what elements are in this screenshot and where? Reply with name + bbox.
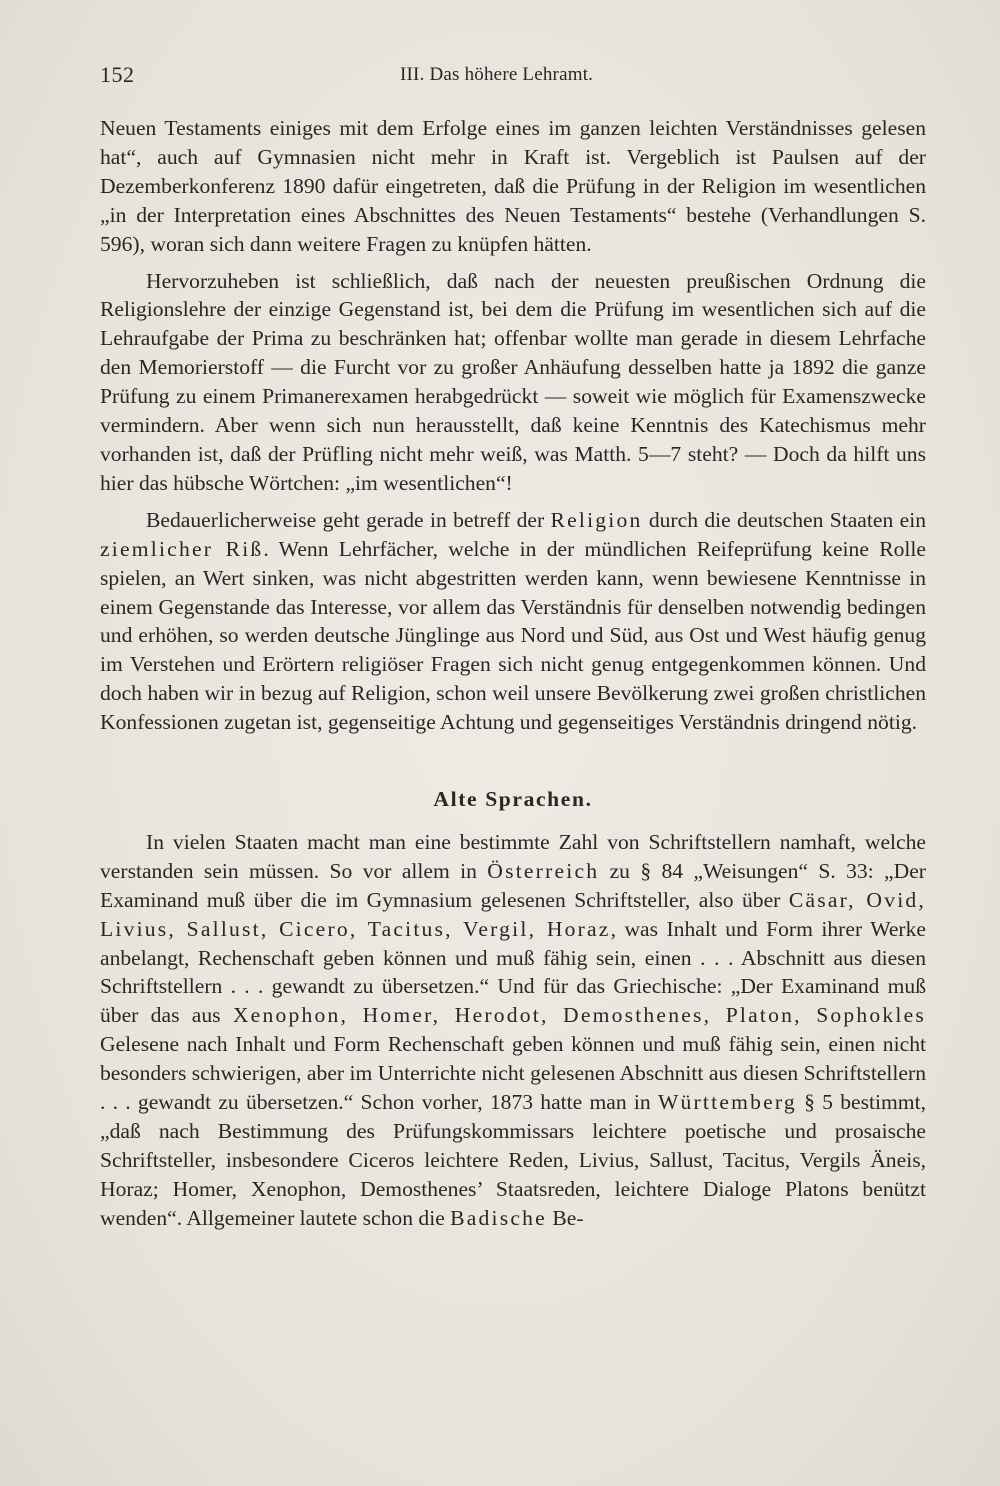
section-heading: Alte Sprachen. xyxy=(433,787,593,812)
text-run: § 5 bestimmt, „daß nach Bestimmung des Prüfungskommissars leichtere poetische und prosaische Schriftsteller, insbesondere Ciceros leichtere Reden, Livius, Sallust, Tacitus, Vergils Äneis, Horaz; Homer, Xenophon, Demosthenes’ Staatsreden, leichtere Dialoge Platons benützt wenden“. Allgemeiner lautete schon die xyxy=(100,1090,926,1230)
page-number: 152 xyxy=(100,62,135,87)
paragraph-2 xyxy=(100,267,926,498)
running-title: III. Das höhere Lehramt. xyxy=(400,64,594,85)
text-run: Hervorzuheben ist schließlich, daß nach der neuesten preußischen Ordnung die Religionslehre der einzige Gegenstand ist, bei dem die Prüfung im wesentlichen sich auf die Lehraufgabe der Prima zu beschränken hat; offenbar wollte man gerade in diesem Lehrfache den Memorierstoff — die Furcht vor zu großer Anhäufung desselben hatte ja 1892 die ganze Prüfung zu einem Primanerexamen herabgedrückt — soweit wie möglich für Examenszwecke vermindern. Aber wenn sich nun herausstellt, daß keine Kenntnis des Katechismus mehr vorhanden ist, daß der Prüfling nicht mehr weiß, was Matth. 5—7 steht? — Doch da hilft uns hier das hübsche Wörtchen: „im wesentlichen“! xyxy=(100,268,926,495)
text-run: Bedauerlicherweise geht gerade in betreff der xyxy=(146,507,551,532)
text-run: , was Inhalt und Form ihrer Werke anbelangt, Rechenschaft geben können und muß fähig sein, einen . . . Abschnitt aus diesen Schriftstellern . . . gewandt zu übersetzen.“ Und für das Griechische: „Der Examinand muß über das aus xyxy=(100,916,927,1028)
spaced-text-run: Cäsar, Ovid, Livius, Sallust, Cicero, Tacitus, Vergil, Horaz xyxy=(100,887,926,941)
text-run: Neuen Testaments einiges mit dem Erfolge eines im ganzen leichten Verständnisses gelesen hat“, auch auf Gymnasien nicht mehr in Kraft ist. Vergeblich ist Paulsen auf der Dezemberkonferenz 1890 dafür eingetreten, daß die Prüfung in der Religion im wesentlichen „in der Interpretation eines Abschnittes des Neuen Testaments“ bestehe (Verhandlungen S. 596), woran sich dann weitere Fragen zu knüpfen hätten. xyxy=(100,116,926,256)
spaced-text-run: Religion xyxy=(550,507,643,532)
paragraph-4 xyxy=(100,828,926,1233)
spaced-text-run: ziemlicher Riß xyxy=(100,536,264,561)
text-run: In vielen Staaten macht man eine bestimmte Zahl von Schriftstellern namhaft, welche verstanden sein müssen. So vor allem in xyxy=(100,829,926,883)
paragraph-3 xyxy=(100,506,926,737)
running-head xyxy=(100,62,926,92)
spaced-text-run: Badische xyxy=(450,1205,547,1230)
spaced-text-run: Württemberg xyxy=(657,1090,797,1115)
text-run: zu § 84 „Weisungen“ S. 33: „Der Examinand muß über die im Gymnasium gelesenen Schriftsteller, also über xyxy=(100,858,926,912)
spaced-text-run: Xenophon, Homer, Herodot, Demosthenes, Platon, Sophokles xyxy=(232,1003,926,1028)
paragraph-1 xyxy=(100,114,926,259)
page-body xyxy=(100,114,926,1233)
text-run: . Wenn Lehrfächer, welche in der mündlichen Reifeprüfung keine Rolle spielen, an Wert sinken, was nicht abgestritten werden kann, wenn bewiesene Kenntnisse in einem Gegenstande das Interesse, vor allem das Verständnis für denselben notwendig bedingen und erhöhen, so werden deutsche Jünglinge aus Nord und Süd, aus Ost und West häufig genug im Verstehen und Erörtern religiöser Fragen sich nicht genug entgegenkommen können. Und doch haben wir in bezug auf Religion, schon weil unsere Bevölkerung zwei großen christlichen Konfessionen zugetan ist, gegenseitige Achtung und gegenseitiges Verständnis dringend nötig. xyxy=(100,536,926,735)
text-run: durch die deutschen Staaten ein xyxy=(642,507,926,532)
text-run: Be- xyxy=(546,1205,584,1230)
text-run: Gelesene nach Inhalt und Form Rechenschaft geben können und muß fähig sein, einen nicht besonders schwierigen, aber im Unterrichte nicht gelesenen Abschnitt aus diesen Schriftstellern . . . gewandt zu übersetzen.“ Schon vorher, 1873 hatte man in xyxy=(100,1032,926,1115)
spaced-text-run: Österreich xyxy=(487,858,600,883)
